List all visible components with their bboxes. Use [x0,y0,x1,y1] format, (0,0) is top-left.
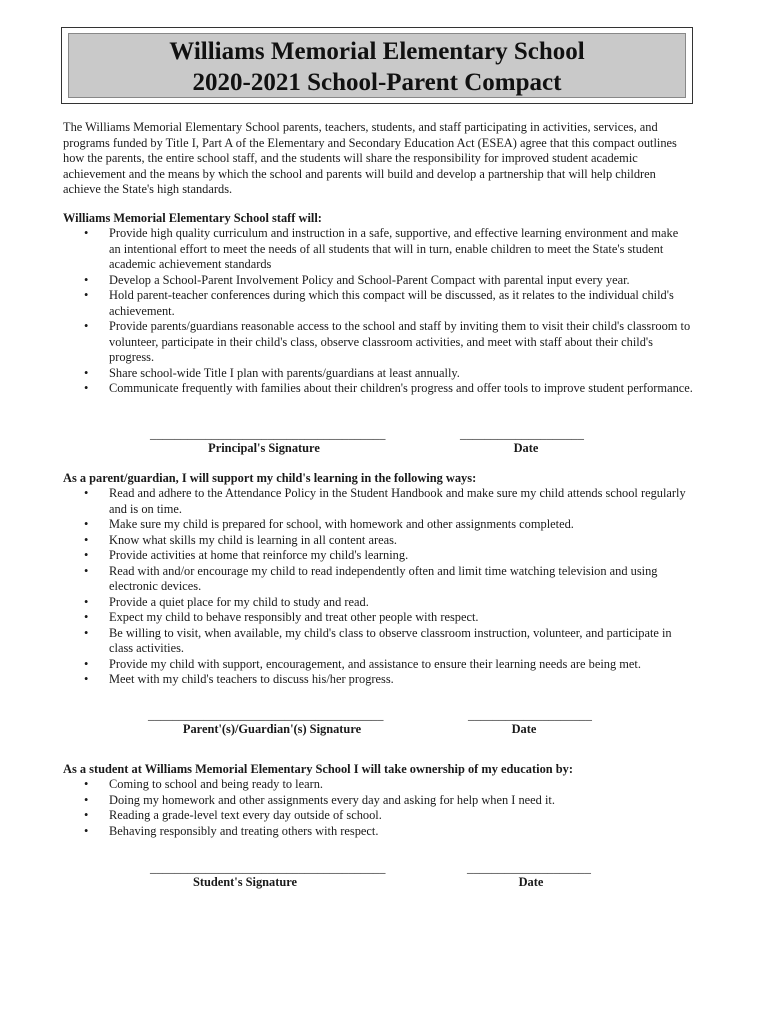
bullet-icon: • [84,532,89,547]
bullet-icon: • [84,486,89,500]
list-item: • Communicate frequently with families about their children's progress and offer tools to improve student performance. [84,381,693,395]
bullet-icon: • [84,548,89,562]
principal-signature-label: Principal's Signature [208,441,320,455]
list-item: • Be willing to visit, when available, my child's class to observe classroom instruction, volunteer, and participate in class activities. [84,625,672,655]
title-banner [68,33,686,98]
list-item: • Coming to school and being ready to learn. [84,777,324,791]
parent-list [63,486,693,688]
student-signature-label: Student's Signature [192,875,298,889]
student-date-line: ____________________ [467,861,591,875]
student-list [63,777,693,839]
bullet-icon: • [84,381,89,395]
list-item: • Provide parents/guardians reasonable access to the school and staff by inviting them to visit their child's classroom to volunteer, participate in their child's class, observe classroom activities, and meet with staff about their child's progress. [84,319,691,364]
school-name-title: Williams Memorial Elementary School [169,38,585,65]
list-item: • Doing my homework and other assignments every day and asking for help when I need it. [84,792,555,807]
bullet-icon: • [84,610,89,624]
parent-signature-label: Parent'(s)/Guardian'(s) Signature [182,722,362,736]
bullet-icon: • [84,288,89,302]
parent-date-line: ____________________ [468,708,592,722]
staff-list [63,226,693,397]
bullet-icon: • [84,226,89,240]
list-item: • Meet with my child's teachers to discuss his/her progress. [84,672,394,686]
list-item: • Provide my child with support, encouragement, and assistance to ensure their learning needs are being met. [84,656,641,671]
list-item: • Read and adhere to the Attendance Policy in the Student Handbook and make sure my child attends school regularly and is on time. [84,486,686,516]
intro-paragraph: The Williams Memorial Elementary School parents, teachers, students, and staff participating in activities, services, and programs funded by Title I, Part A of the Elementary and Secondary Education Act (ESEA) agree that this compact outlines how the parents, the entire school staff, and the students will share the responsibility for improved student academic achievement and the means by which the school and parents will build and develop a partnership that will help children achieve the State's high standards. [63,120,677,196]
list-item: • Behaving responsibly and treating others with respect. [84,823,379,838]
list-item: • Expect my child to behave responsibly and treat other people with respect. [84,610,479,624]
list-item: • Develop a School-Parent Involvement Policy and School-Parent Compact with parental input every year. [84,272,630,287]
principal-signature-line: ______________________________________ [150,427,386,441]
bullet-icon: • [84,365,89,380]
title-box [61,27,693,104]
student-date-label: Date [518,875,544,889]
list-item: • Provide a quiet place for my child to study and read. [84,594,369,609]
list-item: • Read with and/or encourage my child to read independently often and limit time watching television and using electronic devices. [84,563,658,593]
list-item: • Provide high quality curriculum and instruction in a safe, supportive, and effective learning environment and make an intentional effort to meet the needs of all students that will in turn, enable children to meet the State's student academic achievement standards [84,226,679,271]
compact-title: 2020-2021 School-Parent Compact [192,69,562,96]
bullet-icon: • [84,777,89,791]
student-signature-line: ______________________________________ [150,861,386,875]
bullet-icon: • [84,319,89,333]
bullet-icon: • [84,672,89,686]
list-item: • Make sure my child is prepared for school, with homework and other assignments completed. [84,517,574,531]
bullet-icon: • [84,792,89,807]
list-item: • Reading a grade-level text every day outside of school. [84,808,382,822]
student-heading: As a student at Williams Memorial Elementary School I will take ownership of my education by: [63,762,573,776]
bullet-icon: • [84,563,89,578]
list-item: • Share school-wide Title I plan with parents/guardians at least annually. [84,365,460,380]
parent-date-label: Date [511,722,537,736]
bullet-icon: • [84,594,89,609]
parent-heading: As a parent/guardian, I will support my child's learning in the following ways: [63,471,477,485]
principal-date-label: Date [513,441,539,455]
principal-date-line: ____________________ [460,427,584,441]
bullet-icon: • [84,517,89,531]
list-item: • Hold parent-teacher conferences during which this compact will be discussed, as it relates to the individual child's achievement. [84,288,674,318]
staff-heading: Williams Memorial Elementary School staff will: [63,211,322,225]
parent-signature-line: ______________________________________ [148,708,384,722]
bullet-icon: • [84,808,89,822]
bullet-icon: • [84,625,89,640]
bullet-icon: • [84,656,89,671]
list-item: • Provide activities at home that reinforce my child's learning. [84,548,409,562]
list-item: • Know what skills my child is learning in all content areas. [84,532,398,547]
bullet-icon: • [84,272,89,287]
bullet-icon: • [84,823,89,838]
